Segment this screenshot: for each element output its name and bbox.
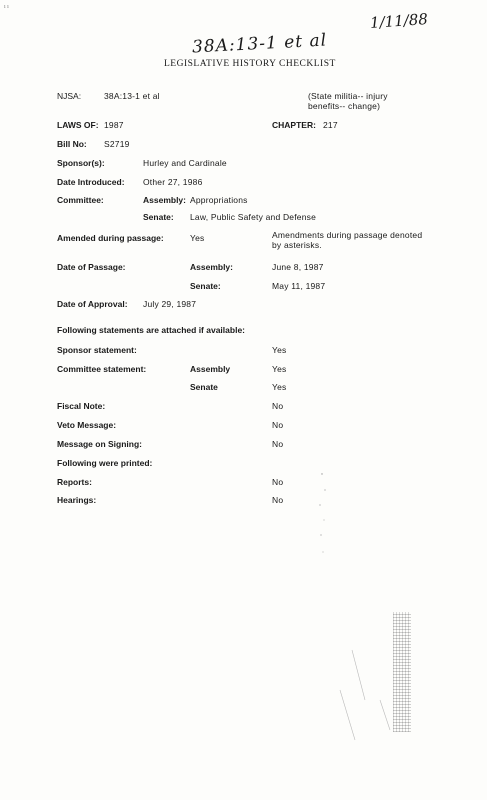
committee-statement-label: Committee statement:	[57, 364, 147, 374]
speckle-dots	[319, 473, 325, 552]
sponsors-label: Sponsor(s):	[57, 158, 105, 168]
committee-statement-senate-value: Yes	[272, 382, 287, 392]
veto-message-label: Veto Message:	[57, 420, 117, 430]
reports-label: Reports:	[57, 477, 92, 487]
scan-noise-patch	[393, 612, 411, 732]
handwritten-date: 1/11/88	[369, 10, 429, 32]
bill-no-value: S2719	[104, 139, 130, 149]
amended-note: Amendments during passage denoted	[272, 230, 423, 240]
njsa-subject-cont: benefits-- change)	[308, 101, 381, 111]
committee-senate-label: Senate:	[143, 212, 174, 222]
reports-value: No	[272, 477, 284, 487]
passage-assembly-label: Assembly:	[190, 262, 233, 272]
fiscal-note-label: Fiscal Note:	[57, 401, 106, 411]
laws-of-label: LAWS OF:	[57, 120, 99, 130]
committee-statement-assembly-label: Assembly	[190, 364, 231, 374]
chapter-label: CHAPTER:	[272, 120, 316, 130]
committee-assembly-label: Assembly:	[143, 195, 186, 205]
amended-value: Yes	[190, 233, 205, 243]
passage-senate-label: Senate:	[190, 281, 221, 291]
chapter-value: 217	[323, 120, 338, 130]
bill-no-label: Bill No:	[57, 139, 87, 149]
hearings-value: No	[272, 495, 284, 505]
passage-label: Date of Passage:	[57, 262, 126, 272]
sponsors-value: Hurley and Cardinale	[143, 158, 227, 168]
printed-heading: Following were printed:	[57, 458, 153, 468]
corner-mark: ı ı	[4, 4, 9, 10]
amended-note-cont: by asterisks.	[272, 240, 322, 250]
committee-label: Committee:	[57, 195, 104, 205]
veto-message-value: No	[272, 420, 284, 430]
laws-of-value: 1987	[104, 120, 124, 130]
njsa-value: 38A:13-1 et al	[104, 91, 160, 101]
statements-heading: Following statements are attached if available:	[57, 325, 245, 335]
committee-assembly-value: Appropriations	[190, 195, 248, 205]
sponsor-statement-value: Yes	[272, 345, 287, 355]
approval-label: Date of Approval:	[57, 299, 128, 309]
page-title: LEGISLATIVE HISTORY CHECKLIST	[164, 59, 336, 69]
committee-statement-senate-label: Senate	[190, 382, 218, 392]
committee-statement-assembly-value: Yes	[272, 364, 287, 374]
amended-label: Amended during passage:	[57, 233, 164, 243]
passage-senate-value: May 11, 1987	[272, 281, 326, 291]
faint-diagonal-marks	[340, 650, 390, 740]
message-signing-label: Message on Signing:	[57, 439, 143, 449]
passage-assembly-value: June 8, 1987	[272, 262, 324, 272]
date-introduced-value: Other 27, 1986	[143, 177, 203, 187]
committee-senate-value: Law, Public Safety and Defense	[190, 212, 317, 222]
njsa-label: NJSA:	[57, 91, 82, 101]
handwritten-citation: 38A:13-1 et al	[191, 30, 328, 58]
sponsor-statement-label: Sponsor statement:	[57, 345, 137, 355]
date-introduced-label: Date Introduced:	[57, 177, 125, 187]
njsa-subject: (State militia-- injury	[308, 91, 388, 101]
message-signing-value: No	[272, 439, 284, 449]
fiscal-note-value: No	[272, 401, 284, 411]
hearings-label: Hearings:	[57, 495, 97, 505]
approval-value: July 29, 1987	[143, 299, 197, 309]
